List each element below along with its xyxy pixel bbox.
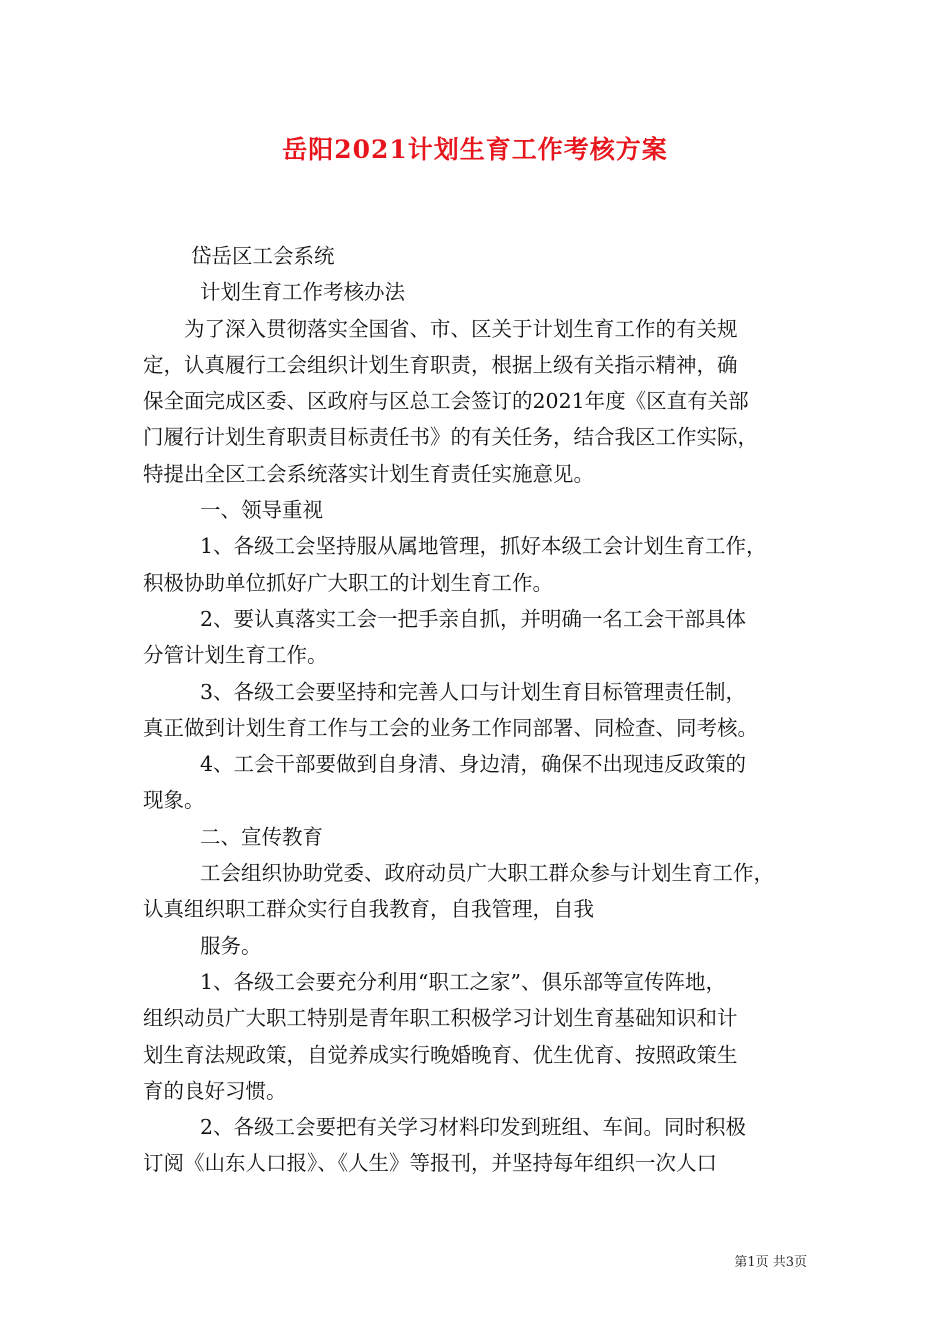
text-line: 门履行计划生育职责目标责任书》的有关任务，结合我区工作实际， [143, 425, 758, 450]
text-line: 二、宣传教育 [200, 824, 323, 849]
text-line: 育的良好习惯。 [143, 1078, 287, 1103]
text-line: 1、各级工会要充分利用“职工之家”、俱乐部等宣传阵地， [200, 969, 727, 994]
text-line: 为了深入贯彻落实全国省、市、区关于计划生育工作的有关规 [184, 316, 738, 341]
text-line: 1、各级工会坚持服从属地管理，抓好本级工会计划生育工作， [200, 534, 767, 559]
text-line: 组织动员广大职工特别是青年职工积极学习计划生育基础知识和计 [143, 1006, 738, 1031]
text-line: 现象。 [143, 788, 205, 813]
text-line: 2、各级工会要把有关学习材料印发到班组、车间。同时积极 [200, 1115, 747, 1140]
text-line: 3、各级工会要坚持和完善人口与计划生育目标管理责任制， [200, 679, 747, 704]
text-line: 服务。 [200, 933, 262, 958]
text-line: 划生育法规政策，自觉养成实行晚婚晚育、优生优育、按照政策生 [143, 1042, 738, 1067]
text-line: 工会组织协助党委、政府动员广大职工群众参与计划生育工作， [200, 861, 774, 886]
page-number: 第1页 共3页 [734, 1255, 807, 1270]
text-line: 岱岳区工会系统 [191, 244, 335, 268]
text-line: 订阅《山东人口报》、《人生》等报刊，并坚持每年组织一次人口 [143, 1151, 717, 1176]
text-line: 认真组织职工群众实行自我教育，自我管理，自我 [143, 897, 594, 922]
text-line: 4、工会干部要做到自身清、身边清，确保不出现违反政策的 [200, 752, 747, 777]
text-line: 计划生育工作考核办法 [200, 280, 405, 305]
text-line: 定，认真履行工会组织计划生育职责，根据上级有关指示精神，确 [143, 352, 738, 377]
text-line: 2、要认真落实工会一把手亲自抓，并明确一名工会干部具体 [200, 606, 747, 631]
text-line: 一、领导重视 [200, 498, 323, 523]
text-line: 分管计划生育工作。 [143, 643, 328, 668]
text-line: 真正做到计划生育工作与工会的业务工作同部署、同检查、同考核。 [143, 715, 758, 740]
text-line: 特提出全区工会系统落实计划生育责任实施意见。 [143, 461, 594, 486]
document-title: 岳阳2021计划生育工作考核方案 [282, 135, 668, 164]
document-body [143, 238, 815, 1182]
text-line: 积极协助单位抓好广大职工的计划生育工作。 [143, 570, 553, 595]
text-line: 保全面完成区委、区政府与区总工会签订的2021年度《区直有关部 [143, 389, 749, 414]
